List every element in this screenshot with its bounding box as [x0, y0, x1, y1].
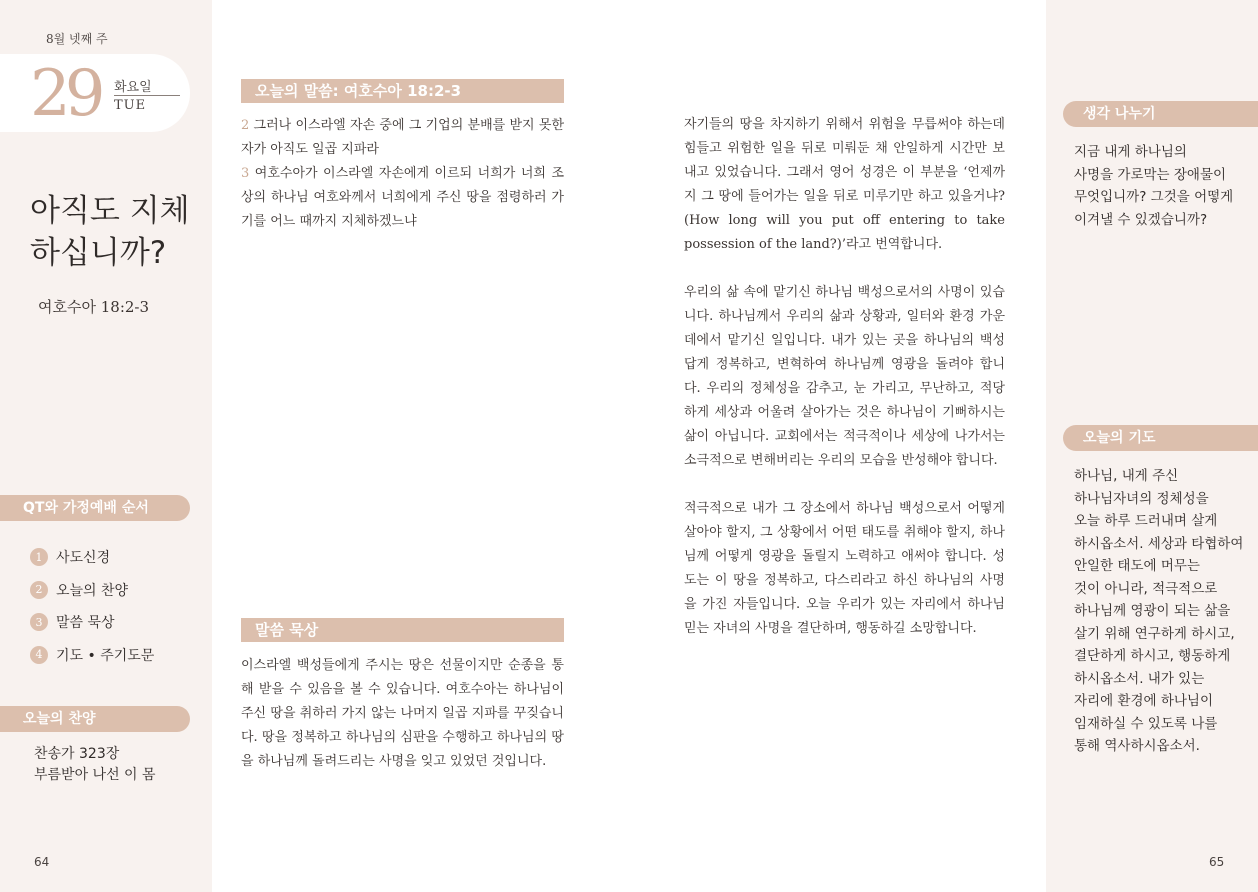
prayer-line: 안일한 태도에 머무는 — [1074, 558, 1200, 574]
order-list — [30, 541, 154, 671]
hymn-number: 찬송가 323장 — [34, 746, 120, 762]
commentary-paragraph: 적극적으로 내가 그 장소에서 하나님 백성으로서 어떻게 살아야 할지, 그 상황에서 어떤 태도를 취해야 할지, 하나님께 어떻게 영광을 돌릴지 노력하고 애써야 합니다. 성도는 이 땅을 정복하고, 다스리라고 하신 하나님의 사명을 가진 자들입니다. 오늘 우리가 있는 자리에서 하나님 믿는 자녀의 사명을 결단하며, 행동하길 소망합니다. — [684, 501, 1005, 636]
order-item-label: 사도신경 — [56, 550, 111, 567]
order-item-label: 말씀 묵상 — [56, 615, 115, 632]
prayer-line: 오늘 하루 드러내며 살게 — [1074, 513, 1218, 529]
weekday-english: TUE — [114, 98, 147, 113]
prayer-line: 하나님자녀의 정체성을 — [1074, 490, 1209, 507]
prayer-line: 것이 아니라, 적극적으로 — [1074, 580, 1218, 597]
prayer-line: 통해 역사하시옵소서. — [1074, 738, 1200, 754]
verse-number: 2 — [241, 118, 250, 133]
share-line: 이겨낼 수 있겠습니까? — [1074, 211, 1208, 228]
order-number-badge: 4 — [30, 646, 48, 664]
page-title: 아직도 지체 하십니까? — [30, 193, 190, 271]
prayer-text — [1074, 465, 1243, 758]
meditation-text: 이스라엘 백성들에게 주시는 땅은 선물이지만 순종을 통해 받을 수 있음을 볼 수 있습니다. 여호수아는 하나님이 주신 땅을 취하러 가지 않는 나머지 일곱 지파를 꾸짖습니다. 땅을 정복하고 하나님의 심판을 수행하고 하나님의 땅을 하나님께 돌려드리는 사명을 잊고 있었던 것입니다. — [241, 658, 564, 769]
prayer-heading: 오늘의 기도 — [1063, 425, 1258, 451]
prayer-line: 하시옵소서. 내가 있는 — [1074, 670, 1205, 687]
hymn-info — [34, 744, 156, 786]
order-item-meditation — [30, 606, 154, 639]
hymn-heading: 오늘의 찬양 — [0, 706, 190, 732]
order-number-badge: 1 — [30, 548, 48, 566]
weekday-divider — [114, 95, 180, 96]
scripture-reference: 여호수아 18:2-3 — [38, 298, 150, 316]
share-question — [1074, 141, 1233, 231]
page-number-left: 64 — [34, 855, 50, 869]
commentary-paragraph: 자기들의 땅을 차지하기 위해서 위험을 무릅써야 하는데 힘들고 위험한 일을 뒤로 미뤄둔 채 안일하게 시간만 보내고 있었습니다. 그래서 영어 성경은 이 부분을 ‘언제까지 그 땅에 들어가는 일을 뒤로 미루기만 하고 있을거냐?(How long will you put off entering to take possession of the land?)’라고 번역합니다. — [684, 117, 1005, 252]
prayer-line: 자리에 환경에 하나님이 — [1074, 693, 1213, 709]
order-heading: QT와 가정예배 순서 — [0, 495, 190, 521]
order-number-badge: 2 — [30, 581, 48, 599]
prayer-line: 하나님께 영광이 되는 삶을 — [1074, 603, 1231, 619]
order-item-label: 기도 • 주기도문 — [56, 647, 155, 664]
weekday-korean: 화요일 — [114, 80, 152, 95]
share-line: 지금 내게 하나님의 — [1074, 144, 1187, 160]
prayer-line: 하나님, 내게 주신 — [1074, 468, 1179, 484]
commentary-paragraph: 우리의 삶 속에 맡기신 하나님 백성으로서의 사명이 있습니다. 하나님께서 우리의 삶과 상황과, 일터와 환경 가운데에서 맡기신 일입니다. 내가 있는 곳을 하나님의 백성답게 정복하고, 변혁하여 하나님께 영광을 돌려야 합니다. 우리의 정체성을 감추고, 눈 가리고, 무난하고, 적당하게 세상과 어울려 살아가는 것은 하나님이 기뻐하시는 삶이 아닙니다. 교회에서는 적극적이나 세상에 나가서는 소극적으로 변해버리는 우리의 모습을 반성해야 합니다. — [684, 285, 1005, 468]
prayer-line: 결단하게 하시고, 행동하게 — [1074, 648, 1231, 664]
order-item-hymn — [30, 574, 154, 607]
todays-word-heading: 오늘의 말씀: 여호수아 18:2-3 — [241, 79, 564, 103]
order-item-label: 오늘의 찬양 — [56, 582, 129, 599]
share-heading: 생각 나누기 — [1063, 101, 1258, 127]
prayer-line: 살기 위해 연구하게 하시고, — [1074, 625, 1235, 642]
verse-text: 여호수아가 이스라엘 자손에게 이르되 너희가 너희 조상의 하나님 여호와께서 너희에게 주신 땅을 점령하러 가기를 어느 때까지 지체하겠느냐 — [241, 166, 564, 229]
hymn-title: 부름받아 나선 이 몸 — [34, 767, 156, 783]
share-line: 사명을 가로막는 장애물이 — [1074, 166, 1227, 183]
verse-text: 그러나 이스라엘 자손 중에 그 기업의 분배를 받지 못한 자가 아직도 일곱 지파라 — [241, 118, 564, 157]
order-number-badge: 3 — [30, 613, 48, 631]
commentary-column — [684, 113, 1005, 665]
share-line: 무엇입니까? 그것을 어떻게 — [1074, 189, 1234, 205]
page-number-right: 65 — [1209, 855, 1225, 869]
verse-number: 3 — [241, 166, 250, 181]
order-item-apostles-creed — [30, 541, 154, 574]
scripture-passage — [241, 114, 564, 234]
prayer-line: 하시옵소서. 세상과 타협하여 — [1074, 535, 1244, 552]
order-item-prayer — [30, 639, 154, 672]
meditation-heading: 말씀 묵상 — [241, 618, 564, 642]
prayer-line: 임재하실 수 있도록 나를 — [1074, 715, 1218, 732]
day-number: 29 — [30, 57, 100, 131]
week-label: 8월 넷째 주 — [46, 32, 108, 46]
